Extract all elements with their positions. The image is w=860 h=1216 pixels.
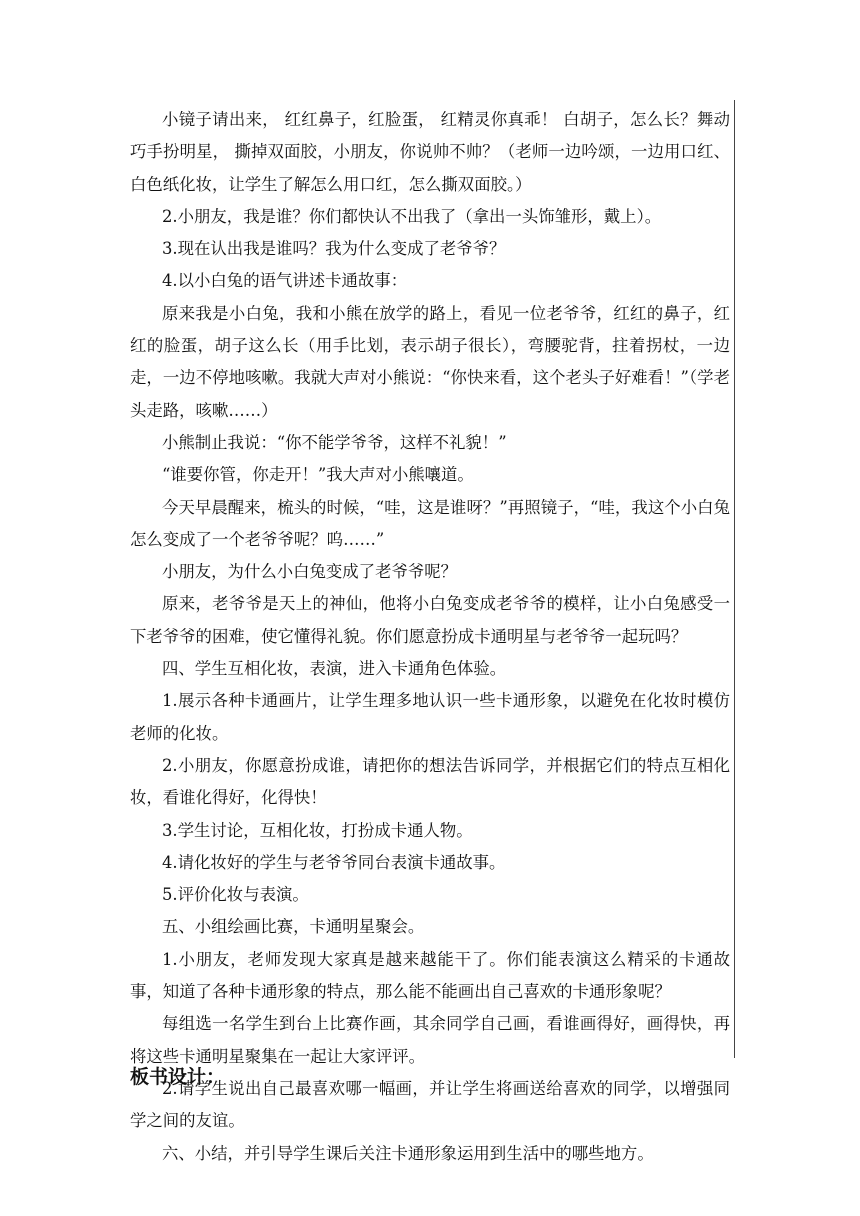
- section-heading: 六、小结，并引导学生课后关注卡通形象运用到生活中的哪些地方。: [162, 1143, 654, 1163]
- paragraph: 4.以小白兔的语气讲述卡通故事：: [162, 271, 408, 291]
- table-right-border: [734, 100, 735, 1058]
- lesson-body: [130, 104, 730, 1170]
- paragraph: 原来我是小白兔，我和小熊在放学的路上，看见一位老爷爷，红红的鼻子，红红的脸蛋，胡子这么长（用手比划，表示胡子很长），弯腰驼背，拄着拐杖，一边走，一边不停地咳嗽。我就大声对小熊说：“你快来看，这个老头子好难看！”（学老头走路，咳嗽……）: [130, 303, 730, 420]
- board-design-heading: 板书设计：: [130, 1066, 226, 1088]
- paragraph: 小镜子请出来， 红红鼻子，红脸蛋， 红精灵你真乖！ 白胡子，怎么长？舞动巧手扮明星， 撕掉双面胶，小朋友，你说帅不帅？（老师一边吟颂，一边用口红、白色纸化妆，让学生了解怎么用口红，怎么撕双面胶。）: [130, 110, 730, 194]
- paragraph: 小朋友，为什么小白兔变成了老爷爷呢？: [162, 562, 458, 582]
- section-heading: 四、学生互相化妆，表演，进入卡通角色体验。: [162, 659, 507, 679]
- paragraph: 每组选一名学生到台上比赛作画，其余同学自己画，看谁画得好，画得快，再将这些卡通明星聚集在一起让大家评评。: [130, 1014, 730, 1066]
- paragraph: 2.小朋友，你愿意扮成谁，请把你的想法告诉同学，并根据它们的特点互相化妆，看谁化得好，化得快！: [130, 755, 730, 808]
- paragraph: 原来，老爷爷是天上的神仙，他将小白兔变成老爷爷的模样，让小白兔感受一下老爷爷的困难，使它懂得礼貌。你们愿意扮成卡通明星与老爷爷一起玩吗？: [130, 594, 730, 646]
- paragraph: 1.小朋友，老师发现大家真是越来越能干了。你们能表演这么精采的卡通故事，知道了各种卡通形象的特点，那么能不能画出自己喜欢的卡通形象呢？: [130, 949, 730, 1002]
- paragraph: 2.小朋友，我是谁？你们都快认不出我了（拿出一头饰雏形，戴上）。: [162, 206, 662, 226]
- section-heading: 五、小组绘画比赛，卡通明星聚会。: [162, 917, 425, 937]
- paragraph: 小熊制止我说：“你不能学爷爷，这样不礼貌！”: [162, 432, 507, 452]
- paragraph: 2.请学生说出自己最喜欢哪一幅画，并让学生将画送给喜欢的同学，以增强同学之间的友谊。: [130, 1078, 730, 1131]
- paragraph: 3.学生讨论，互相化妆，打扮成卡通人物。: [162, 820, 473, 840]
- paragraph: 5.评价化妆与表演。: [162, 885, 309, 905]
- paragraph: 1.展示各种卡通画片，让学生理多地认识一些卡通形象，以避免在化妆时模仿老师的化妆。: [130, 691, 730, 743]
- paragraph: 今天早晨醒来，梳头的时候，“哇，这是谁呀？”再照镜子，“哇，我这个小白兔怎么变成了一个老爷爷呢？呜……”: [130, 497, 730, 549]
- paragraph: “谁要你管，你走开！”我大声对小熊嚷道。: [162, 465, 474, 485]
- paragraph: 3.现在认出我是谁吗？我为什么变成了老爷爷？: [162, 239, 506, 259]
- paragraph: 4.请化妆好的学生与老爷爷同台表演卡通故事。: [162, 852, 506, 872]
